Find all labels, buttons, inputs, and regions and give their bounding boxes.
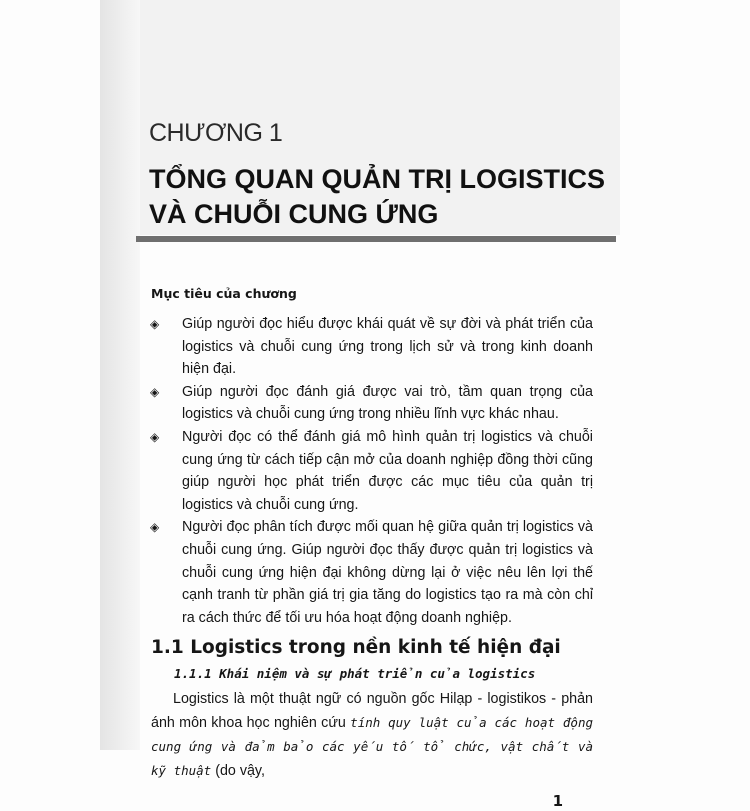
page-gutter-shadow: [100, 0, 140, 750]
chapter-divider: [136, 236, 616, 242]
paragraph-text: (do vậy,: [211, 763, 265, 780]
chapter-label: CHƯƠNG 1: [149, 119, 283, 147]
objectives-list: [150, 313, 593, 629]
paragraph-text: Logistics là một thuật ngữ có nguồn gốc Hilạp - logistikos - phản ánh môn khoa học nghiên cứu: [151, 691, 593, 732]
diamond-bullet-icon: ◈: [150, 317, 160, 331]
diamond-bullet-icon: ◈: [150, 520, 160, 535]
page-number: 1: [552, 792, 563, 811]
list-item: [150, 426, 593, 516]
diamond-bullet-icon: ◈: [150, 384, 160, 399]
subsection-heading: 1.1.1 Khái niệm và sự phát triển của logistics: [174, 666, 536, 682]
paragraph-emphasis: tính quy luật của các hoạt động cung ứng và đảm bảo các yếu tố tổ chức, vật chất và kỹ thuật: [151, 715, 594, 779]
list-item-text: Giúp người đọc đánh giá được vai trò, tầm quan trọng của logistics và chuỗi cung ứng trong nhiều lĩnh vực khác nhau.: [182, 383, 593, 423]
list-item: [150, 516, 593, 629]
objectives-heading: Mục tiêu của chương: [151, 286, 297, 301]
page-content: [151, 285, 593, 811]
chapter-title-line-1: TỔNG QUAN QUẢN TRỊ LOGISTICS: [149, 164, 605, 194]
list-item-text: Giúp người đọc hiểu được khái quát về sự đời và phát triển của logistics và chuỗi cung ứng trong lịch sử và trong kinh doanh hiện đại.: [182, 316, 593, 378]
chapter-title-line-2: VÀ CHUỖI CUNG ỨNG: [149, 199, 439, 229]
list-item: [150, 313, 593, 381]
list-item-text: Người đọc có thể đánh giá mô hình quản trị logistics và chuỗi cung ứng từ cách tiếp cận mở của doanh nghiệp đồng thời cũng giúp người học phát triển được các mục tiêu của quản trị logistics và chuỗi cung ứng.: [182, 428, 593, 513]
list-item-text: Người đọc phân tích được mối quan hệ giữa quản trị logistics và chuỗi cung ứng. Giúp người đọc thấy được quản trị logistics và chuỗi cung ứng hiện đại không dừng lại ở việc nêu lên lợi thế cạnh tranh từ phần giá trị gia tăng do logistics tạo ra mà còn chỉ ra cách thức để tối ưu hóa hoạt động doanh nghiệp.: [182, 519, 593, 626]
body-paragraph: [151, 687, 593, 783]
list-item: [150, 381, 593, 426]
diamond-bullet-icon: ◈: [150, 429, 160, 444]
section-heading: 1.1 Logistics trong nền kinh tế hiện đại: [151, 637, 561, 659]
